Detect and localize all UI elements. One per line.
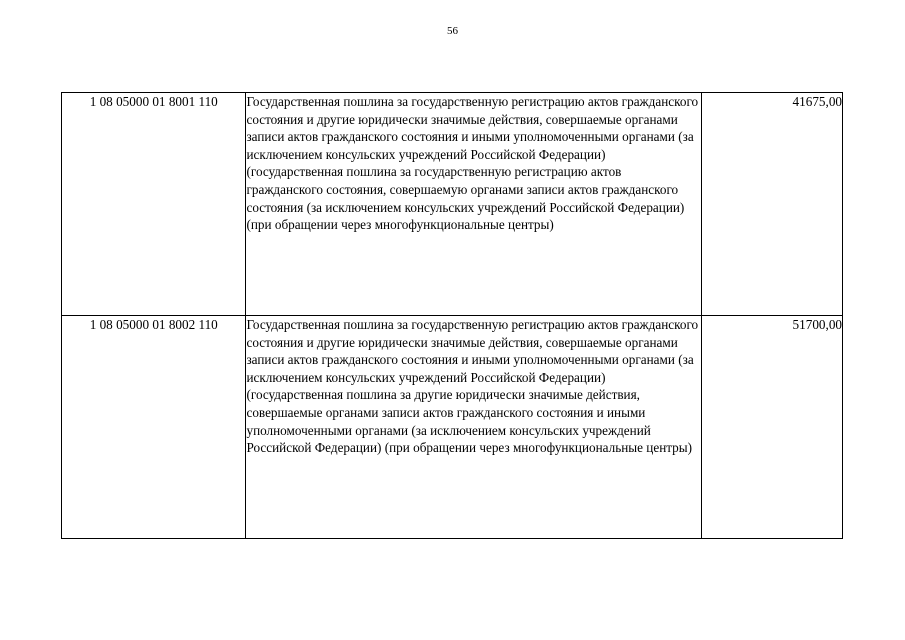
amount-cell: 41675,00 [701, 93, 842, 316]
page-number: 56 [447, 25, 458, 37]
budget-code-cell: 1 08 05000 01 8002 110 [62, 316, 246, 539]
revenue-table [61, 92, 843, 539]
description-cell: Государственная пошлина за государственную регистрацию актов гражданского состояния и другие юридически значимые действия, совершаемые органами записи актов гражданского состояния и иными уполномоченными органами (за исключением консульских учреждений Российской Федерации) (государственная пошлина за другие юридически значимые действия, совершаемые органами записи актов гражданского состояния и иными уполномоченными органами (за исключением консульских учреждений Российской Федерации) (при обращении через многофункциональные центры) [246, 316, 701, 539]
table-row [62, 316, 843, 539]
budget-code-cell: 1 08 05000 01 8001 110 [62, 93, 246, 316]
description-cell: Государственная пошлина за государственную регистрацию актов гражданского состояния и другие юридически значимые действия, совершаемые органами записи актов гражданского состояния и иными уполномоченными органами (за исключением консульских учреждений Российской Федерации) (государственная пошлина за государственную регистрацию актов гражданского состояния, совершаемую органами записи актов гражданского состояния (за исключением консульских учреждений Российской Федерации) (при обращении через многофункциональные центры) [246, 93, 701, 316]
amount-cell: 51700,00 [701, 316, 842, 539]
table-row [62, 93, 843, 316]
